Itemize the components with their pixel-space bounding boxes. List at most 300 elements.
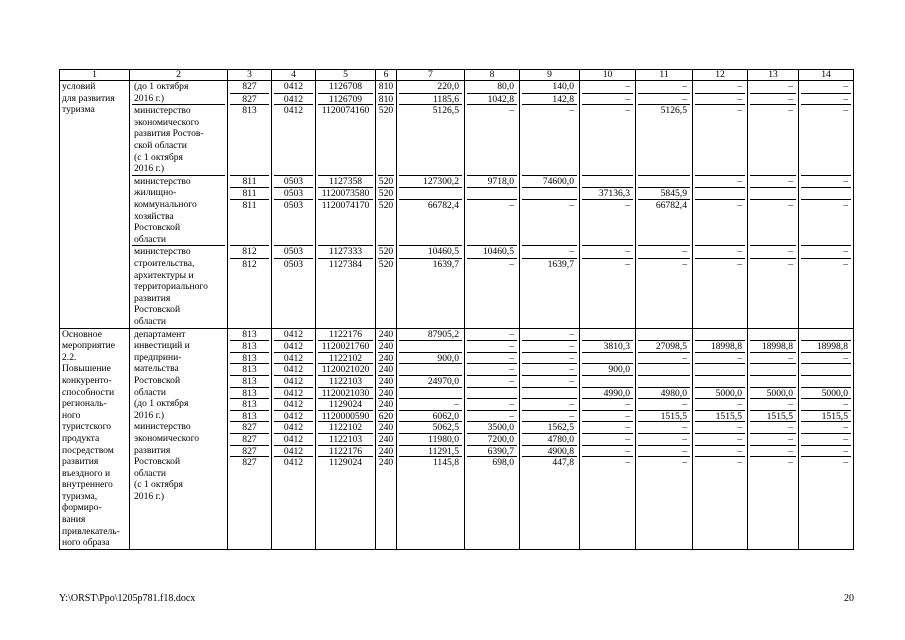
value-line xyxy=(467,187,517,199)
value-block xyxy=(230,175,269,246)
executor-cell xyxy=(130,328,228,549)
value-line xyxy=(695,187,745,199)
executor-line: коммунального xyxy=(134,198,197,210)
value-line: 1515,5 xyxy=(638,410,690,422)
value-line: 18998,8 xyxy=(801,340,851,352)
executor-block xyxy=(132,329,225,549)
value-column-cell xyxy=(228,328,272,549)
value-column-cell xyxy=(693,328,748,549)
value-line: 10460,5 xyxy=(482,246,514,258)
value-column-cell xyxy=(272,328,316,549)
value-block xyxy=(399,104,462,175)
executor-line: мательства xyxy=(134,363,179,375)
value-line: – xyxy=(638,258,690,270)
measure-name-line: формиро- xyxy=(62,502,102,514)
value-line: 240 xyxy=(378,422,394,433)
value-block xyxy=(399,329,462,549)
value-column-cell xyxy=(465,81,520,329)
executor-block xyxy=(132,245,225,327)
value-block xyxy=(750,175,796,246)
value-block xyxy=(274,245,313,327)
value-line xyxy=(695,329,745,341)
value-line: 1120074170 xyxy=(318,199,373,211)
value-line xyxy=(801,363,851,375)
value-line: – xyxy=(467,352,517,364)
value-block xyxy=(467,245,517,327)
value-line: 0412 xyxy=(274,410,313,422)
value-block xyxy=(230,104,269,175)
value-block xyxy=(638,104,690,175)
value-block xyxy=(695,104,745,175)
value-line: 0503 xyxy=(274,187,313,199)
value-line: 11980,0 xyxy=(399,433,462,445)
value-line: 1120000590 xyxy=(318,410,373,422)
value-block xyxy=(522,81,577,104)
value-line: 1122102 xyxy=(318,352,373,364)
value-line: 1515,5 xyxy=(695,410,745,422)
executor-line: строительства, xyxy=(134,257,195,269)
value-line: – xyxy=(582,421,633,433)
value-block xyxy=(582,245,633,327)
value-line: 3500,0 xyxy=(467,421,517,433)
value-line: – xyxy=(522,375,577,387)
value-line: 810 xyxy=(378,81,394,92)
value-line: 813 xyxy=(242,105,257,117)
value-line: 813 xyxy=(230,363,269,375)
value-column-cell xyxy=(316,81,376,329)
executor-line: инвестиций и xyxy=(134,340,190,352)
value-line: – xyxy=(467,199,517,211)
value-line: 240 xyxy=(378,375,394,387)
executor-line: области xyxy=(134,233,167,245)
value-line: – xyxy=(788,105,793,117)
header-cell: 5 xyxy=(316,70,376,81)
document-sheet xyxy=(59,69,853,550)
value-line: 1122176 xyxy=(328,328,363,340)
measure-name-line: посредством xyxy=(62,444,114,456)
executor-line: развития Ростов- xyxy=(134,128,204,140)
value-line: – xyxy=(582,456,633,468)
value-line: 7200,0 xyxy=(467,433,517,445)
header-cell: 10 xyxy=(580,70,636,81)
value-line: 827 xyxy=(230,421,269,433)
value-block xyxy=(467,175,517,246)
value-line: – xyxy=(509,105,514,117)
value-line xyxy=(582,176,633,188)
executor-line: хозяйства xyxy=(134,210,174,222)
executor-line: области xyxy=(134,386,167,398)
measure-name-line: Повышение xyxy=(62,363,111,375)
value-column-cell xyxy=(465,328,520,549)
measure-name-line: Основное xyxy=(62,328,102,340)
value-line: 1120021030 xyxy=(318,387,373,399)
value-line xyxy=(638,363,690,375)
value-line: – xyxy=(582,199,633,211)
value-line: 1515,5 xyxy=(750,410,796,422)
value-line: – xyxy=(801,398,851,410)
value-line: – xyxy=(843,246,848,258)
value-line: – xyxy=(788,175,793,187)
value-line: 1122103 xyxy=(318,375,373,387)
value-block xyxy=(522,104,577,175)
table-row xyxy=(60,328,854,549)
value-line: – xyxy=(467,258,517,270)
value-line: 1126708 xyxy=(328,81,363,92)
value-line: 1639,7 xyxy=(522,258,577,270)
executor-line: (с 1 октября xyxy=(134,479,183,491)
value-line: 1120021020 xyxy=(318,363,373,375)
value-line: – xyxy=(522,363,577,375)
header-cell: 3 xyxy=(228,70,272,81)
header-cell: 12 xyxy=(693,70,748,81)
value-block xyxy=(638,329,690,549)
value-line: – xyxy=(843,105,848,117)
value-block xyxy=(750,104,796,175)
value-line: 1127384 xyxy=(318,258,373,270)
value-line: 142,8 xyxy=(522,93,577,105)
value-line: 66782,4 xyxy=(638,199,690,211)
value-line: 812 xyxy=(230,258,269,270)
executor-block xyxy=(132,104,225,175)
value-line: – xyxy=(625,105,630,117)
value-line: 0412 xyxy=(274,398,313,410)
value-line: – xyxy=(695,456,745,468)
value-block xyxy=(318,81,373,104)
value-line: 5000,0 xyxy=(695,387,745,399)
value-line: – xyxy=(582,93,633,105)
measure-name-line: конкуренто- xyxy=(62,374,112,386)
value-block xyxy=(467,81,517,104)
measure-name-cell xyxy=(60,328,130,549)
table-row xyxy=(60,81,854,329)
measure-name-line: привлекатель- xyxy=(62,525,120,537)
value-line: 80,0 xyxy=(497,81,514,92)
value-line: 240 xyxy=(378,445,394,457)
executor-line: департамент xyxy=(134,328,186,340)
value-column-cell xyxy=(520,328,580,549)
executor-line: Ростовской xyxy=(134,222,181,234)
value-line: 240 xyxy=(378,341,394,352)
value-line: – xyxy=(625,246,630,258)
value-line: 520 xyxy=(378,175,394,187)
value-line: 827 xyxy=(230,93,269,105)
value-line: – xyxy=(638,352,690,364)
header-cell: 7 xyxy=(397,70,465,81)
value-line xyxy=(695,363,745,375)
value-line: 66782,4 xyxy=(399,199,462,211)
value-line: 0412 xyxy=(283,81,304,92)
value-line: 0503 xyxy=(274,258,313,270)
measure-name-line: туристского xyxy=(62,421,112,433)
value-block xyxy=(750,81,796,104)
executor-line: территориального xyxy=(134,281,208,293)
value-line: 6390,7 xyxy=(467,445,517,457)
value-line: – xyxy=(750,93,796,105)
value-line: 11291,5 xyxy=(399,445,462,457)
value-line: 1120074160 xyxy=(321,105,370,117)
value-line: 1129024 xyxy=(318,398,373,410)
value-block xyxy=(801,104,851,175)
value-line xyxy=(399,187,462,199)
value-block xyxy=(318,175,373,246)
value-line: 24970,0 xyxy=(399,375,462,387)
value-column-cell xyxy=(799,81,854,329)
value-column-cell xyxy=(580,81,636,329)
executor-block xyxy=(132,175,225,246)
value-line: 5126,5 xyxy=(660,105,687,117)
value-block xyxy=(750,245,796,327)
measure-name-line: способности xyxy=(62,386,115,398)
value-line: 0412 xyxy=(274,93,313,105)
value-line: 900,0 xyxy=(399,352,462,364)
measure-name-line: 2.2. xyxy=(62,351,77,363)
value-line: 810 xyxy=(378,93,394,105)
value-line: 0412 xyxy=(274,445,313,457)
value-line: 240 xyxy=(378,457,394,468)
value-block xyxy=(522,245,577,327)
value-line: – xyxy=(467,375,517,387)
value-block xyxy=(378,104,394,175)
value-line: 0503 xyxy=(283,246,304,258)
value-line: 1122102 xyxy=(318,421,373,433)
value-line: 37136,3 xyxy=(582,187,633,199)
header-cell: 6 xyxy=(376,70,397,81)
executor-line: области xyxy=(134,467,167,479)
value-line: 447,8 xyxy=(522,456,577,468)
value-line: 1515,5 xyxy=(801,410,851,422)
executor-line: развития xyxy=(134,292,171,304)
value-block xyxy=(801,175,851,246)
value-line: 6062,0 xyxy=(399,410,462,422)
value-line: – xyxy=(695,421,745,433)
executor-line: министерство xyxy=(134,175,191,187)
value-line: 813 xyxy=(242,328,257,340)
value-line: 0412 xyxy=(274,363,313,375)
value-line: – xyxy=(522,199,577,211)
measure-name-line: региональ- xyxy=(62,398,107,410)
value-line: 0412 xyxy=(274,421,313,433)
value-line: 27098,5 xyxy=(638,340,690,352)
header-cell: 9 xyxy=(520,70,580,81)
value-line: – xyxy=(695,93,745,105)
value-line: 1129024 xyxy=(318,456,373,468)
value-line: – xyxy=(467,398,517,410)
executor-line: ской области xyxy=(134,139,187,151)
value-block xyxy=(638,245,690,327)
value-line: 5062,5 xyxy=(399,421,462,433)
value-line: 811 xyxy=(230,199,269,211)
value-line: 87905,2 xyxy=(427,328,459,340)
measure-name-line: ного xyxy=(62,409,81,421)
header-cell: 13 xyxy=(748,70,799,81)
value-line: 1185,6 xyxy=(399,93,462,105)
value-column-cell xyxy=(228,81,272,329)
header-row xyxy=(60,70,854,81)
value-line: 813 xyxy=(230,340,269,352)
table-body xyxy=(60,70,854,550)
value-line xyxy=(467,387,517,399)
footer-file-path: Y:\ORST\Ppo\1205p781.f18.docx xyxy=(59,593,196,604)
value-line: 18998,8 xyxy=(695,340,745,352)
value-block xyxy=(801,81,851,104)
value-line: – xyxy=(750,199,796,211)
measure-name-line: внутреннего xyxy=(62,479,113,491)
value-line: 1120073580 xyxy=(318,187,373,199)
value-line: – xyxy=(682,246,687,258)
value-block xyxy=(399,175,462,246)
value-line: 140,0 xyxy=(552,81,574,92)
value-block xyxy=(582,104,633,175)
measure-name-line: условий xyxy=(62,81,96,92)
value-line: 813 xyxy=(230,398,269,410)
executor-line: 2016 г.) xyxy=(134,409,165,421)
value-block xyxy=(274,175,313,246)
value-line: – xyxy=(737,246,742,258)
executor-line: архитектуры и xyxy=(134,269,194,281)
value-line: – xyxy=(801,199,851,211)
measure-name-line: въездного и xyxy=(62,467,111,479)
value-block xyxy=(399,245,462,327)
value-line xyxy=(638,329,690,341)
value-line: 4990,0 xyxy=(582,387,633,399)
value-line: 1042,8 xyxy=(467,93,517,105)
value-line: – xyxy=(625,81,630,92)
value-block xyxy=(467,104,517,175)
value-line: 520 xyxy=(378,188,394,199)
executor-line: министерство xyxy=(134,105,191,117)
value-line: 520 xyxy=(378,105,394,117)
value-line xyxy=(638,176,690,188)
value-block xyxy=(695,329,745,549)
measure-name-line: ного образа xyxy=(62,537,110,549)
value-line: 0412 xyxy=(274,456,313,468)
value-line: – xyxy=(695,445,745,457)
value-line: – xyxy=(695,352,745,364)
value-column-cell xyxy=(693,81,748,329)
value-line xyxy=(695,375,745,387)
value-line: 74600,0 xyxy=(542,175,574,187)
value-line: – xyxy=(737,105,742,117)
value-column-cell xyxy=(376,328,397,549)
value-line: – xyxy=(750,258,796,270)
value-line: 1639,7 xyxy=(399,258,462,270)
page-number: 20 xyxy=(844,593,854,604)
executor-line: министерство xyxy=(134,421,191,433)
value-line: 812 xyxy=(242,246,257,258)
value-line: 1120021760 xyxy=(318,340,373,352)
value-column-cell xyxy=(748,81,799,329)
value-line: – xyxy=(801,93,851,105)
value-line: – xyxy=(638,445,690,457)
value-line: 240 xyxy=(378,364,394,375)
value-line: 0503 xyxy=(274,199,313,211)
value-line: 813 xyxy=(230,410,269,422)
value-line: – xyxy=(582,258,633,270)
value-block xyxy=(522,329,577,549)
value-line: 0412 xyxy=(274,340,313,352)
header-cell: 4 xyxy=(272,70,316,81)
value-line: 1562,5 xyxy=(522,421,577,433)
value-block xyxy=(274,329,313,549)
value-line: 1127358 xyxy=(328,175,363,187)
value-column-cell xyxy=(799,328,854,549)
header-cell: 14 xyxy=(799,70,854,81)
value-line: – xyxy=(801,445,851,457)
value-line: 0412 xyxy=(274,352,313,364)
value-line: – xyxy=(467,363,517,375)
value-column-cell xyxy=(316,328,376,549)
value-line: 698,0 xyxy=(467,456,517,468)
value-block xyxy=(230,81,269,104)
executor-line: Ростовской xyxy=(134,456,181,468)
value-line xyxy=(582,329,633,341)
value-line: 5126,5 xyxy=(432,105,459,117)
value-line: 240 xyxy=(378,399,394,410)
value-column-cell xyxy=(397,81,465,329)
value-line: 10460,5 xyxy=(427,246,459,258)
value-line: 127300,2 xyxy=(423,175,459,187)
value-line: 5000,0 xyxy=(750,387,796,399)
value-block xyxy=(467,329,517,549)
value-line: 811 xyxy=(230,187,269,199)
value-line: 5000,0 xyxy=(801,387,851,399)
value-line xyxy=(582,375,633,387)
value-column-cell xyxy=(272,81,316,329)
value-block xyxy=(318,329,373,549)
value-block xyxy=(695,245,745,327)
measure-name-line: туризма xyxy=(62,104,95,116)
value-line: – xyxy=(843,175,848,187)
executor-line: 2016 г.) xyxy=(134,92,165,104)
measure-name-line: туризма, xyxy=(62,490,98,502)
value-line xyxy=(801,329,851,341)
value-line: – xyxy=(801,258,851,270)
measure-name-cell xyxy=(60,81,130,329)
value-line: 1122103 xyxy=(318,433,373,445)
value-line xyxy=(801,187,851,199)
value-line: – xyxy=(750,352,796,364)
value-line: – xyxy=(695,199,745,211)
value-line: – xyxy=(582,398,633,410)
value-line: 220,0 xyxy=(437,81,459,92)
value-line: – xyxy=(638,456,690,468)
value-line: 1126709 xyxy=(318,93,373,105)
value-line: 5845,9 xyxy=(638,187,690,199)
executor-line: экономического xyxy=(134,432,200,444)
value-line: 4980,0 xyxy=(638,387,690,399)
value-line: 3810,3 xyxy=(582,340,633,352)
value-block xyxy=(274,104,313,175)
value-line: – xyxy=(750,398,796,410)
value-line: – xyxy=(399,398,462,410)
value-line: – xyxy=(801,352,851,364)
value-line: 9718,0 xyxy=(487,175,514,187)
value-line: – xyxy=(522,410,577,422)
value-column-cell xyxy=(748,328,799,549)
value-line xyxy=(750,187,796,199)
value-block xyxy=(230,245,269,327)
value-line: – xyxy=(682,81,687,92)
value-line: – xyxy=(522,352,577,364)
value-block xyxy=(582,329,633,549)
value-column-cell xyxy=(397,328,465,549)
value-line: – xyxy=(569,105,574,117)
value-line: – xyxy=(569,246,574,258)
value-block xyxy=(638,175,690,246)
value-block xyxy=(318,245,373,327)
value-line xyxy=(750,329,796,341)
value-block xyxy=(378,245,394,327)
